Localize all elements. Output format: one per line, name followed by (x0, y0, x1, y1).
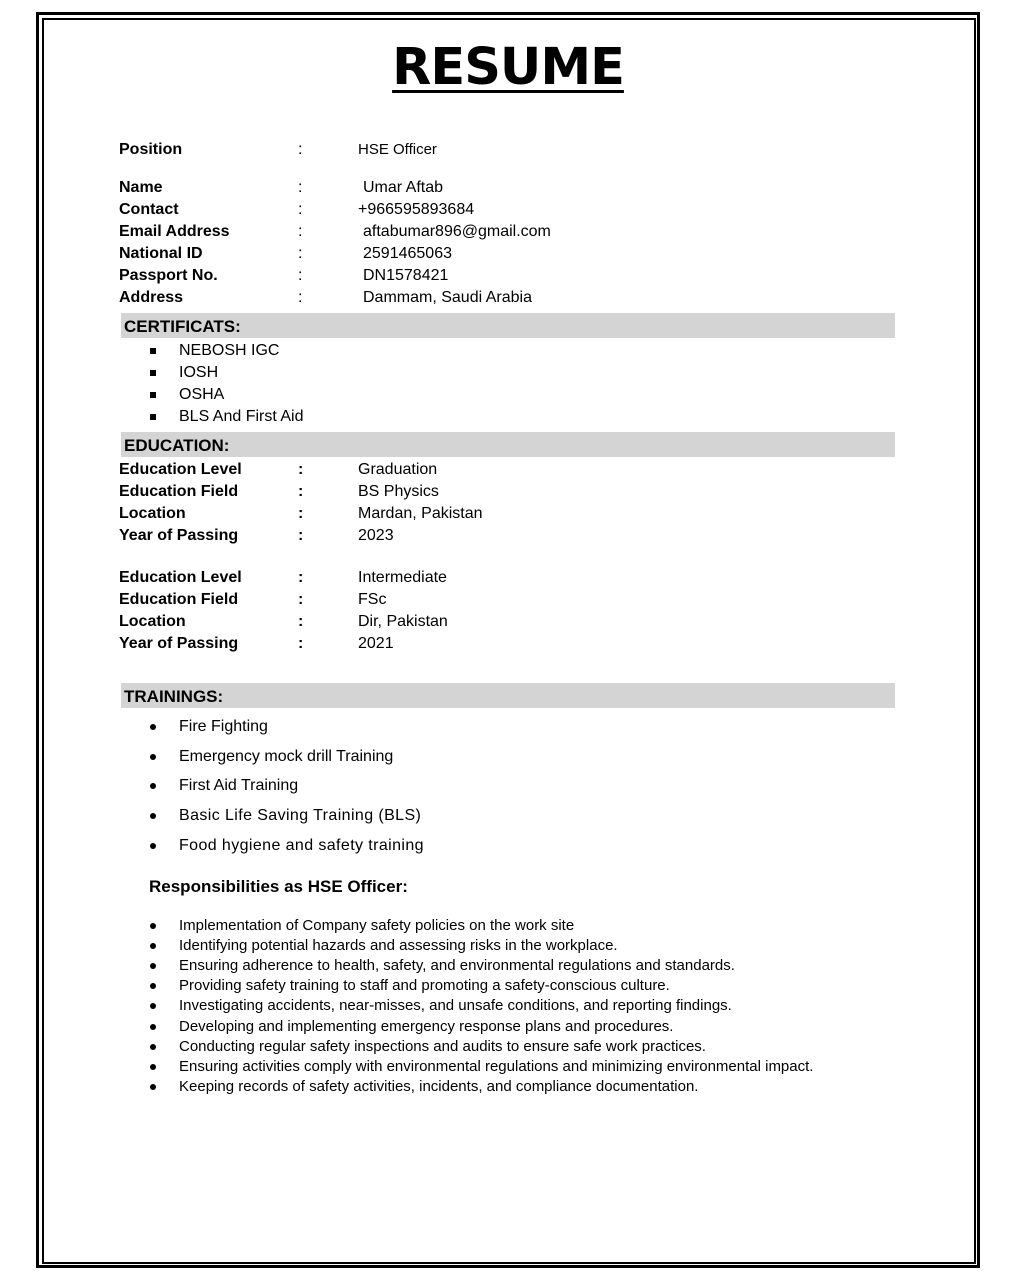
field-colon: : (298, 141, 303, 158)
bullet-icon (150, 1044, 156, 1050)
field-value: 2021 (358, 635, 394, 652)
field-label: Position (119, 141, 183, 158)
square-bullet-icon (150, 414, 156, 420)
field-label: Year of Passing (119, 527, 239, 544)
bullet-icon (150, 1003, 156, 1009)
bullet-icon (150, 943, 156, 949)
field-value: 2023 (358, 527, 394, 544)
bullet-icon (150, 1064, 156, 1070)
field-colon: : (298, 613, 304, 630)
field-label: Location (119, 613, 186, 630)
resume-title: RESUME (392, 38, 624, 97)
field-label: National ID (119, 245, 203, 262)
bullet-icon (150, 923, 156, 929)
field-label: Year of Passing (119, 635, 239, 652)
field-label: Contact (119, 201, 179, 218)
field-value: aftabumar896@gmail.com (363, 223, 551, 240)
field-value: Intermediate (358, 569, 447, 586)
field-value: Graduation (358, 461, 438, 478)
field-value: HSE Officer (358, 141, 437, 158)
certificates-heading: CERTIFICATS: (121, 313, 895, 338)
field-value: +966595893684 (358, 201, 475, 218)
field-colon: : (298, 289, 303, 306)
field-colon: : (298, 505, 304, 522)
bullet-icon (150, 754, 156, 760)
field-value: Umar Aftab (363, 179, 444, 196)
field-value: DN1578421 (363, 267, 449, 284)
responsibilities-heading: Responsibilities as HSE Officer: (149, 877, 408, 896)
field-label: Location (119, 505, 186, 522)
field-colon: : (298, 635, 304, 652)
field-label: Address (119, 289, 184, 306)
field-label: Email Address (119, 223, 230, 240)
field-value: FSc (358, 591, 387, 608)
field-colon: : (298, 179, 303, 196)
field-colon: : (298, 591, 304, 608)
bullet-icon (150, 1084, 156, 1090)
field-label: Name (119, 179, 163, 196)
field-value: Dammam, Saudi Arabia (363, 289, 532, 306)
field-colon: : (298, 483, 304, 500)
field-value: BS Physics (358, 483, 439, 500)
square-bullet-icon (150, 370, 156, 376)
field-value: Mardan, Pakistan (358, 505, 483, 522)
square-bullet-icon (150, 392, 156, 398)
bullet-icon (150, 963, 156, 969)
field-colon: : (298, 569, 304, 586)
trainings-heading: TRAININGS: (121, 683, 895, 708)
field-value: Dir, Pakistan (358, 613, 448, 630)
education-heading: EDUCATION: (121, 432, 895, 457)
bullet-icon (150, 783, 156, 789)
field-colon: : (298, 201, 303, 218)
field-colon: : (298, 245, 303, 262)
bullet-icon (150, 843, 156, 849)
square-bullet-icon (150, 348, 156, 354)
bullet-icon (150, 813, 156, 819)
field-label: Education Level (119, 461, 242, 478)
bullet-icon (150, 983, 156, 989)
field-label: Education Level (119, 569, 242, 586)
field-value: 2591465063 (363, 245, 452, 262)
field-label: Passport No. (119, 267, 218, 284)
field-label: Education Field (119, 483, 239, 500)
field-colon: : (298, 267, 303, 284)
bullet-icon (150, 1024, 156, 1030)
bullet-icon (150, 724, 156, 730)
field-colon: : (298, 461, 304, 478)
field-label: Education Field (119, 591, 239, 608)
field-colon: : (298, 223, 303, 240)
field-colon: : (298, 527, 304, 544)
